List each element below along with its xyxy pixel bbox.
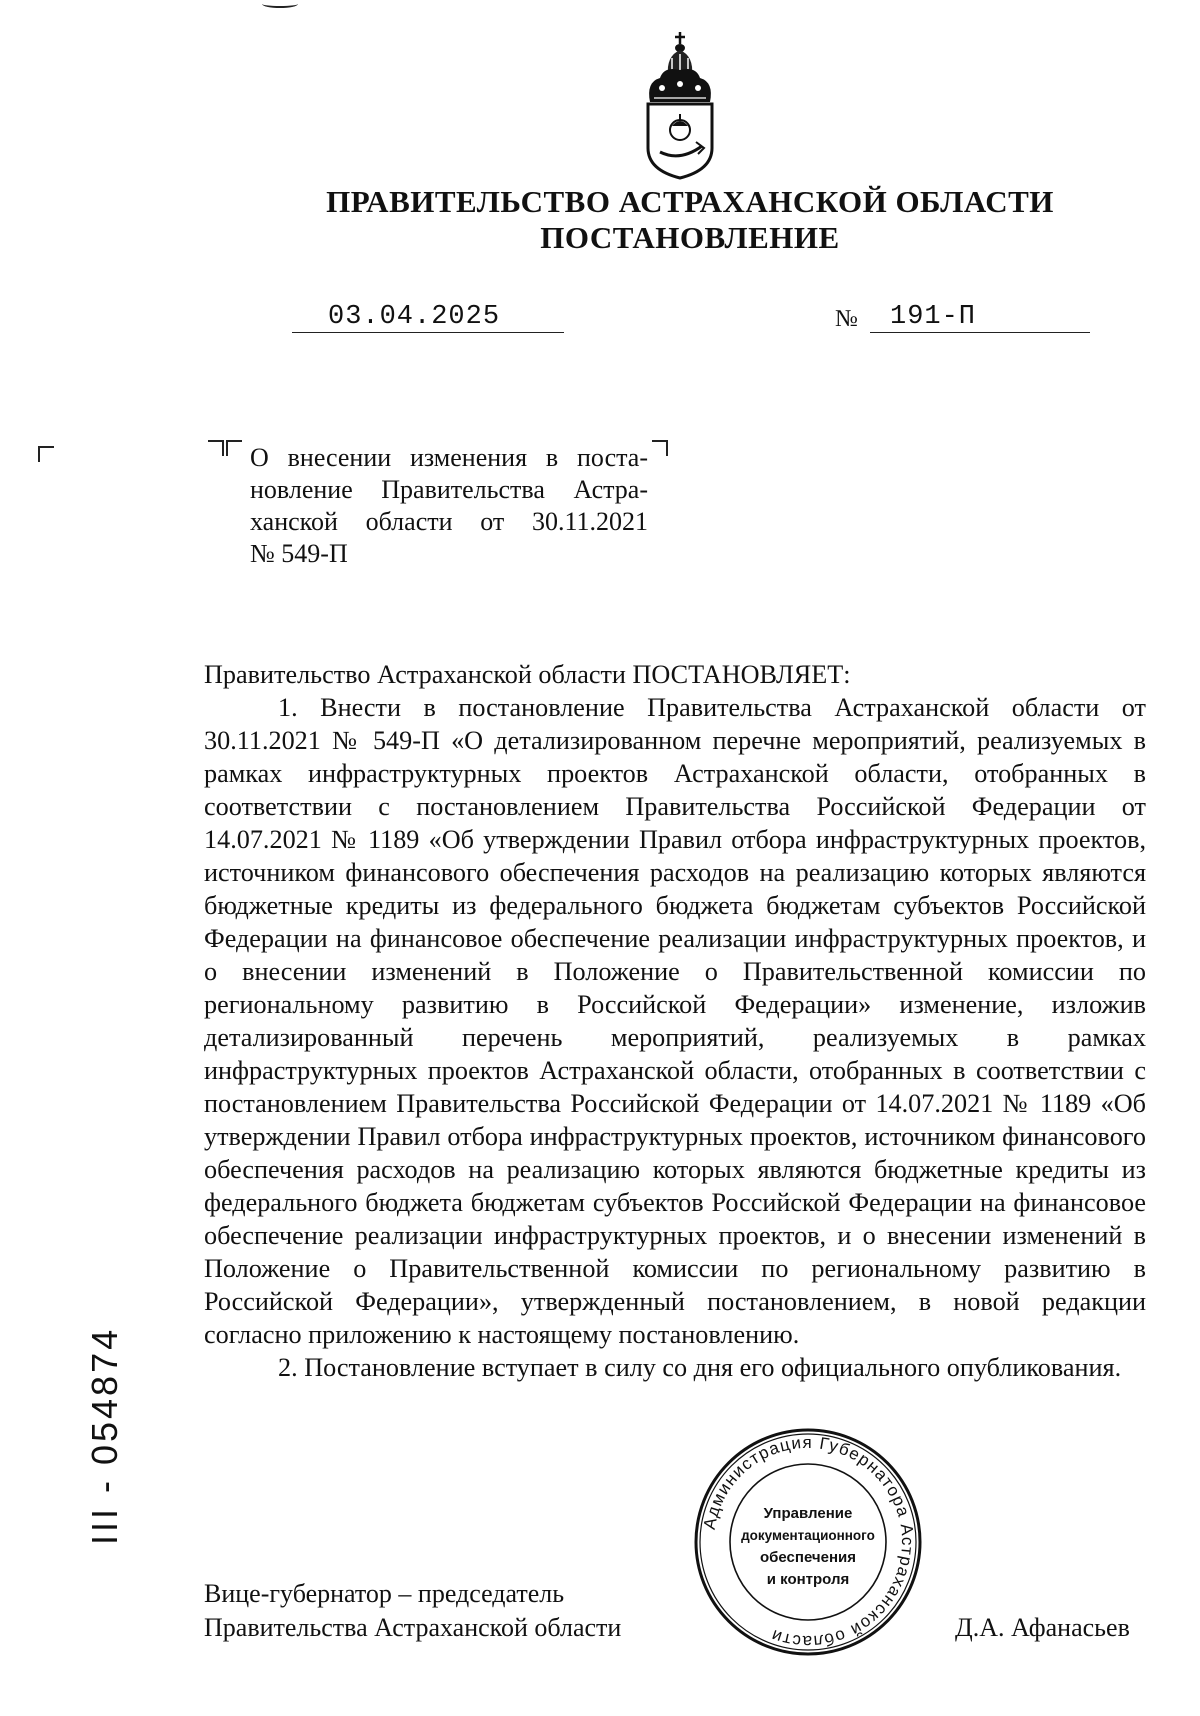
- signatory-position-line: Правительства Астраханской области: [204, 1613, 622, 1642]
- document-body: [204, 658, 1146, 1384]
- document-number: 191-П: [890, 302, 977, 332]
- official-stamp: [692, 1426, 924, 1658]
- signatory-position: [204, 1577, 621, 1645]
- subject-corner-mark: [226, 440, 242, 456]
- body-item-1: 1. Внести в постановление Правительства Астраханской области от 30.11.2021 № 549-П «О детализированном перечне мероприятий, реализуемых в рамках инфраструктурных проектов Астраханской области, отобранных в соответствии с постановлением Правительства Российской Федерации от 14.07.2021 № 1189 «Об утверждении Правил отбора инфраструктурных проектов, источником финансового обеспечения расходов на реализацию которых являются бюджетные кредиты из федерального бюджета бюджетам субъектов Российской Федерации на финансовое обеспечение реализации инфраструктурных проектов, и о внесении изменений в Положение о Правительственной комиссии по региональному развитию в Российской Федерации» изменение, изложив детализированный перечень мероприятий, реализуемых в рамках инфраструктурных проектов Астраханской области, отобранных в соответствии с постановлением Правительства Российской Федерации от 14.07.2021 № 1189 «Об утверждении Правил отбора инфраструктурных проектов, источником финансового обеспечения расходов на реализацию которых являются бюджетные кредиты из федерального бюджета бюджетам субъектов Российской Федерации на финансовое обеспечение реализации инфраструктурных проектов, и о внесении изменений в Положение о Правительственной комиссии по региональному развитию в Российской Федерации», утвержденный постановлением, в новой редакции согласно приложению к настоящему постановлению.: [204, 693, 1146, 1349]
- signatory-name: Д.А. Афанасьев: [955, 1613, 1130, 1642]
- subject-line: № 549-П: [250, 539, 348, 568]
- subject-corner-mark: [652, 440, 668, 456]
- signatory-position-line: Вице-губернатор – председатель: [204, 1579, 565, 1608]
- body-intro: Правительство Астраханской области ПОСТАНОВЛЯЕТ:: [204, 660, 851, 689]
- stamp-center-line: и контроля: [766, 1571, 850, 1588]
- document-subject: [250, 442, 648, 570]
- number-field: [870, 302, 1090, 333]
- subject-corner-mark: [208, 440, 224, 456]
- stamp-center-line: Управление: [763, 1505, 853, 1522]
- number-sign: №: [835, 306, 858, 332]
- coat-of-arms-icon: [640, 30, 720, 180]
- subject-line: ханской области от 30.11.2021: [250, 507, 648, 536]
- date-field: [292, 302, 564, 333]
- subject-line: новление Правительства Астра-: [250, 475, 648, 504]
- body-item-2: 2. Постановление вступает в силу со дня его официального опубликования.: [278, 1353, 1122, 1382]
- margin-corner-mark: [38, 446, 54, 462]
- stamp-center-line: документационного: [741, 1528, 875, 1543]
- form-serial-number: III - 054874: [84, 1326, 125, 1545]
- scan-artifact: [262, 0, 298, 8]
- stamp-ring-text: Администрация Губернатора Астраханской области: [699, 1432, 918, 1652]
- stamp-center-line: обеспечения: [759, 1549, 857, 1566]
- document-date: 03.04.2025: [328, 302, 501, 332]
- subject-line: О внесении изменения в поста-: [250, 443, 648, 472]
- document-type: ПОСТАНОВЛЕНИЕ: [540, 220, 840, 255]
- government-name: ПРАВИТЕЛЬСТВО АСТРАХАНСКОЙ ОБЛАСТИ: [326, 184, 1054, 219]
